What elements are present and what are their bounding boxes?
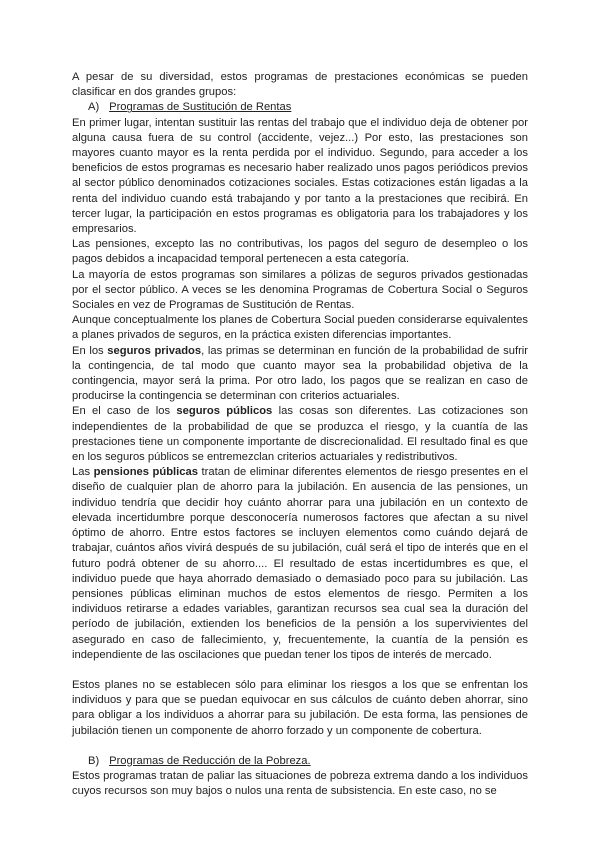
paragraph-7-pre: Las bbox=[72, 466, 94, 479]
section-a-title: Programas de Sustitución de Rentas bbox=[109, 101, 292, 114]
paragraph-1: En primer lugar, intentan sustituir las rentas del trabajo que el individuo deja de obtener por alguna causa fuera de su control (accidente, vejez...) Por esto, las prestaciones son mayores cuanto mayor es la renta perdida por el individuo. Segundo, para acceder a los beneficios de estos programas es necesario haber realizado unos pagos periódicos previos al sector público denominados cotizaciones sociales. Estas cotizaciones están ligadas a la renta del individuo cuando está trabajando y por tanto a la prestaciones que recibirá. En tercer lugar, la participación en estos programas es obligatoria para los trabajadores y los empresarios. bbox=[72, 116, 528, 236]
section-a-heading bbox=[72, 100, 528, 115]
intro-paragraph: A pesar de su diversidad, estos programas de prestaciones económicas se pueden clasificar en dos grandes grupos: bbox=[72, 71, 528, 99]
paragraph-6-pre: En el caso de los bbox=[72, 405, 177, 418]
paragraph-6-bold: seguros públicos bbox=[176, 405, 273, 418]
paragraph-7 bbox=[72, 465, 528, 663]
section-b-label: B) bbox=[88, 754, 100, 767]
paragraph-6-post: las cosas son diferentes. Las cotizaciones son independientes de la probabilidad de que se produzca el riesgo, y la cuantía de las prestaciones tiene un componente importante de discrecionalidad. El resultado final es que en los seguros públicos se entremezclan criterios actuariales y redistributivos. bbox=[72, 405, 529, 464]
paragraph-4: Aunque conceptualmente los planes de Cobertura Social pueden considerarse equivalentes a planes privados de seguros, en la práctica existen diferencias importantes. bbox=[72, 314, 528, 342]
paragraph-2: Las pensiones, excepto las no contributivas, los pagos del seguro de desempleo o los pagos debidos a incapacidad temporal pertenecen a esta categoría. bbox=[72, 238, 528, 266]
spacer bbox=[72, 739, 528, 754]
document-body bbox=[72, 70, 528, 799]
paragraph-5 bbox=[72, 344, 528, 405]
section-b-title: Programas de Reducción de la Pobreza. bbox=[109, 754, 311, 767]
paragraph-5-pre: En los bbox=[72, 344, 108, 357]
paragraph-3: La mayoría de estos programas son similares a pólizas de seguros privados gestionadas por el sector público. A veces se les denomina Programas de Cobertura Social o Seguros Sociales en vez de Programas de Sustitución de Rentas. bbox=[72, 268, 528, 312]
paragraph-6 bbox=[72, 404, 528, 465]
paragraph-5-bold: seguros privados bbox=[107, 344, 202, 357]
paragraph-8: Estos planes no se establecen sólo para eliminar los riesgos a los que se enfrentan los individuos y para que se puedan equivocar en sus cálculos de cuánto deben ahorrar, sino para obligar a los individuos a ahorrar para su jubilación. De esta forma, las pensiones de jubilación tienen un componente de ahorro forzado y un componente de cobertura. bbox=[72, 678, 528, 737]
paragraph-5-post: , las primas se determinan en función de la probabilidad de sufrir la contingencia, de tal modo que cuanto mayor sea la probabilidad objetiva de la contingencia, mayor será la prima. Por otro lado, los pagos que se realizan en caso de producirse la contingencia se determinan con criterios actuariales. bbox=[72, 344, 528, 403]
paragraph-9: Estos programas tratan de paliar las situaciones de pobreza extrema dando a los individuos cuyos recursos son muy bajos o nulos una renta de subsistencia. En este caso, no se bbox=[72, 769, 528, 798]
section-b-heading bbox=[72, 754, 528, 769]
paragraph-7-bold: pensiones públicas bbox=[93, 466, 198, 479]
paragraph-7-post: tratan de eliminar diferentes elementos de riesgo presentes en el diseño de cualquier plan de ahorro para la jubilación. En ausencia de las pensiones, un individuo tendría que decidir hoy cuánto ahorrar para una jubilación en un contexto de elevada incertidumbre porque desconocería numerosos factores que afectan a su nivel óptimo de ahorro. Entre estos factores se incluyen elementos como cuándo dejará de trabajar, cuántos años vivirá después de su jubilación, cuál será el tipo de interés que en el futuro podrá obtener de su ahorro.... El resultado de estas incertidumbres es que, el individuo puede que haya ahorrado demasiado o demasiado poco para su jubilación. Las pensiones públicas eliminan muchos de estos elementos de riesgo. Permiten a los individuos retirarse a edades variables, garantizan recursos sea cual sea la duración del período de jubilación, extienden los beneficios de la pensión a los supervivientes del asegurado en caso de fallecimiento, y, frecuentemente, la cuantía de la pensión es independiente de las oscilaciones que puedan tener los tipos de interés de mercado. bbox=[72, 466, 529, 661]
spacer bbox=[72, 663, 528, 678]
section-a-label: A) bbox=[88, 101, 100, 114]
